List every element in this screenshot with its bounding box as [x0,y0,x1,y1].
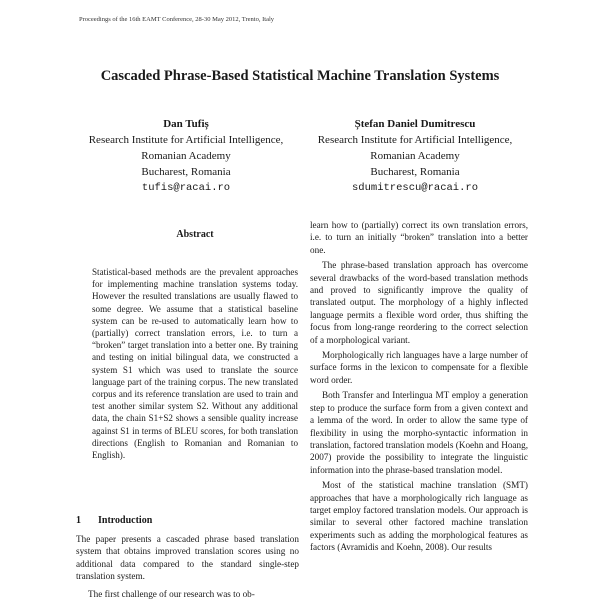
paper-title: Cascaded Phrase-Based Statistical Machine Translation Systems [100,68,500,84]
paragraph: Most of the statistical machine translation (SMT) approaches that have a morphologically rich language as target employ factored translation models. Our approach is similar to several other factored machine translation experiments such as adding the morphological features as factors (Avramidis and Koehn, 2008). Our results [310,480,528,553]
author-name: Dan Tufiș [163,118,209,130]
author-affiliation: Research Institute for Artificial Intelligence, [88,134,284,146]
paragraph: Morphologically rich languages have a large number of surface forms in the lexicon to compensate for a flexible word order. [310,350,528,385]
author-email: sdumitrescu@racai.ro [351,182,479,194]
right-column-body [310,219,528,557]
abstract-text: Statistical-based methods are the prevalent approaches for implementing machine translation systems today. However the resulted translations are usually flawed to some degree. We assume that a statistical baseline system can be re-used to automatically learn how to (partially) correct translation errors, i.e. to turn a “broken” target translation into a better one. By training and testing on initial bilingual data, we constructed a system S1 which was used to translate the source language part of the training corpus. The new translated corpus and its reference translation are used to train and test another similar system S2. Without any additional data, the chain S1+S2 shows a sensible quality increase against S1 in terms of BLEU scores, for both translation directions (English to Romanian and Romanian to English). [92,267,298,461]
paragraph: The phrase-based translation approach has overcome several drawbacks of the word-based translation methods and proved to significantly improve the quality of translated output. The morphology of a highly inflected language permits a flexible word order, thus shifting the focus from long-range reordering to the correct selection of a morphological variant. [310,260,528,345]
abstract-heading: Abstract [176,229,214,240]
author-city: Bucharest, Romania [370,166,460,178]
author-email: tufis@racai.ro [141,182,231,194]
section-heading [76,515,152,526]
author-city: Bucharest, Romania [141,166,231,178]
paragraph: Both Transfer and Interlingua MT employ a generation step to produce the surface form from a given context and a lemma of the word. In order to allow the same type of flexibility in using the morpho-syntactic information in translation, factored translation models (Koehn and Hoang, 2007) provide the possibility to integrate the linguistic information into the phrase-based translation model. [310,390,528,475]
author-name: Ștefan Daniel Dumitrescu [354,118,476,130]
author-academy: Romanian Academy [370,150,460,162]
author-academy: Romanian Academy [141,150,231,162]
paragraph: learn how to (partially) correct its own translation errors, i.e. to turn an initially “broken” translation into a better one. [310,220,528,255]
section-number: 1 [76,515,81,526]
section-title: Introduction [98,515,153,526]
author-block-1 [66,116,306,196]
proceedings-header: Proceedings of the 16th EAMT Conference, 28-30 May 2012, Trento, Italy [79,16,275,23]
author-block-2 [295,116,535,196]
paragraph: The paper presents a cascaded phrase based translation system that obtains improved translation scores using no additional data compared to the standard single-step translation system. [76,534,299,582]
paragraph: The first challenge of our research was to ob- [88,588,255,599]
left-column-body [76,533,299,605]
author-affiliation: Research Institute for Artificial Intelligence, [317,134,513,146]
